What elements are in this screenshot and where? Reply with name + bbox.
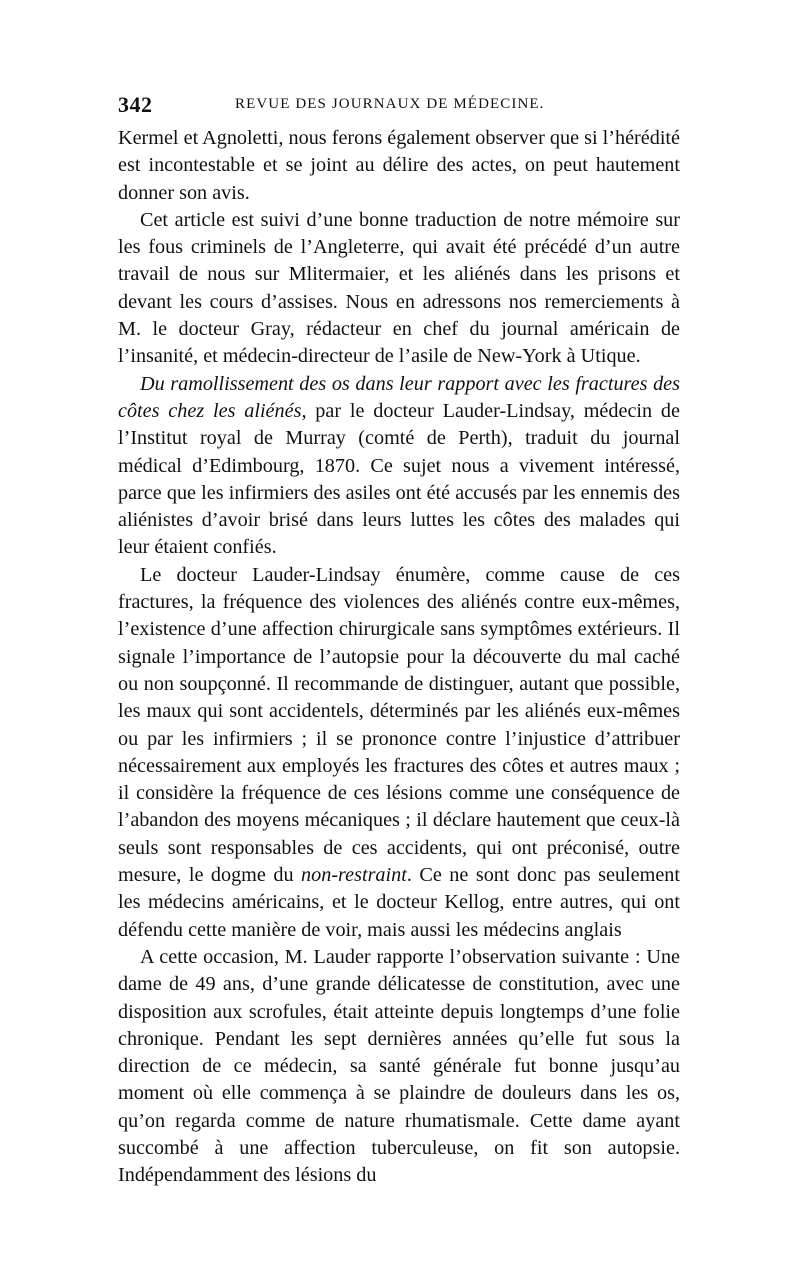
paragraph-2 bbox=[118, 207, 680, 371]
journal-title: REVUE DES JOURNAUX DE MÉDECINE. bbox=[235, 96, 545, 112]
page-number: 342 bbox=[118, 92, 153, 117]
paragraph-1-text: Kermel et Agnoletti, nous ferons également observer que si l’hérédité est incontestable et se joint au délire des actes, on peut hautement donner son avis. bbox=[118, 127, 680, 204]
paragraph-1 bbox=[118, 125, 680, 207]
running-head bbox=[118, 92, 678, 120]
paragraph-3-text: , par le docteur Lauder-Lindsay, médecin de l’Institut royal de Murray (comté de Perth), traduit du journal médical d’Edimbourg, 1870. Ce sujet nous a vivement intéressé, parce que les infirmiers des asiles ont été accusés par les ennemis des aliénistes d’avoir brisé dans leurs luttes les côtes des malades qui leur étaient confiés. bbox=[118, 399, 680, 559]
paragraph-4-text-a: Le docteur Lauder-Lindsay énumère, comme cause de ces fractures, la fréquence des violences des aliénés contre eux-mêmes, l’existence d’une affection chirurgicale sans symptômes extérieurs. Il signale l’importance de l’autopsie pour la découverte du mal caché ou non soupçonné. Il recommande de distinguer, autant que possible, les maux qui sont accidentels, déterminés par les aliénés eux-mêmes ou par les infirmiers ; il se prononce contre l’injustice d’attribuer nécessairement aux employés les fractures des côtes et autres maux ; il considère la fréquence de ces lésions comme une conséquence de l’abandon des moyens mécaniques ; il déclare hautement que ceux-là seuls sont responsables de ces accidents, qui ont préconisé, outre mesure, le dogme du bbox=[118, 563, 680, 887]
paragraph-2-text: Cet article est suivi d’une bonne traduction de notre mémoire sur les fous criminels de l’Angleterre, qui avait été précédé d’un autre travail de nous sur Mlitermaier, et les aliénés dans les prisons et devant les cours d’assises. Nous en adressons nos remerciements à M. le docteur Gray, rédacteur en chef du journal américain de l’insanité, et médecin-directeur de l’asile de New-York à Utique. bbox=[118, 208, 680, 368]
article-title-italic: Du ramollissement des os dans leur rapport avec les fractures des côtes chez les aliénés bbox=[118, 372, 680, 422]
body-text bbox=[118, 125, 680, 1190]
paragraph-3 bbox=[118, 371, 680, 562]
paragraph-4 bbox=[118, 562, 680, 944]
paragraph-5 bbox=[118, 944, 680, 1190]
paragraph-5-text: A cette occasion, M. Lauder rapporte l’observation suivante : Une dame de 49 ans, d’une grande délicatesse de constitution, avec une disposition aux scrofules, était atteinte depuis longtemps d’une folie chronique. Pendant les sept dernières années qu’elle fut sous la direction de ce médecin, sa santé générale fut bonne jusqu’au moment où elle commença à se plaindre de douleurs dans les os, qu’on regarda comme de nature rhumatismale. Cette dame ayant succombé à une affection tuberculeuse, on fit son autopsie. Indépendamment des lésions du bbox=[118, 945, 680, 1187]
paragraph-4-text-b: . Ce ne sont donc pas seulement les médecins américains, et le docteur Kellog, entre autres, qui ont défendu cette manière de voir, mais aussi les médecins anglais bbox=[118, 864, 680, 941]
non-restraint-italic: non-restraint bbox=[301, 864, 407, 887]
